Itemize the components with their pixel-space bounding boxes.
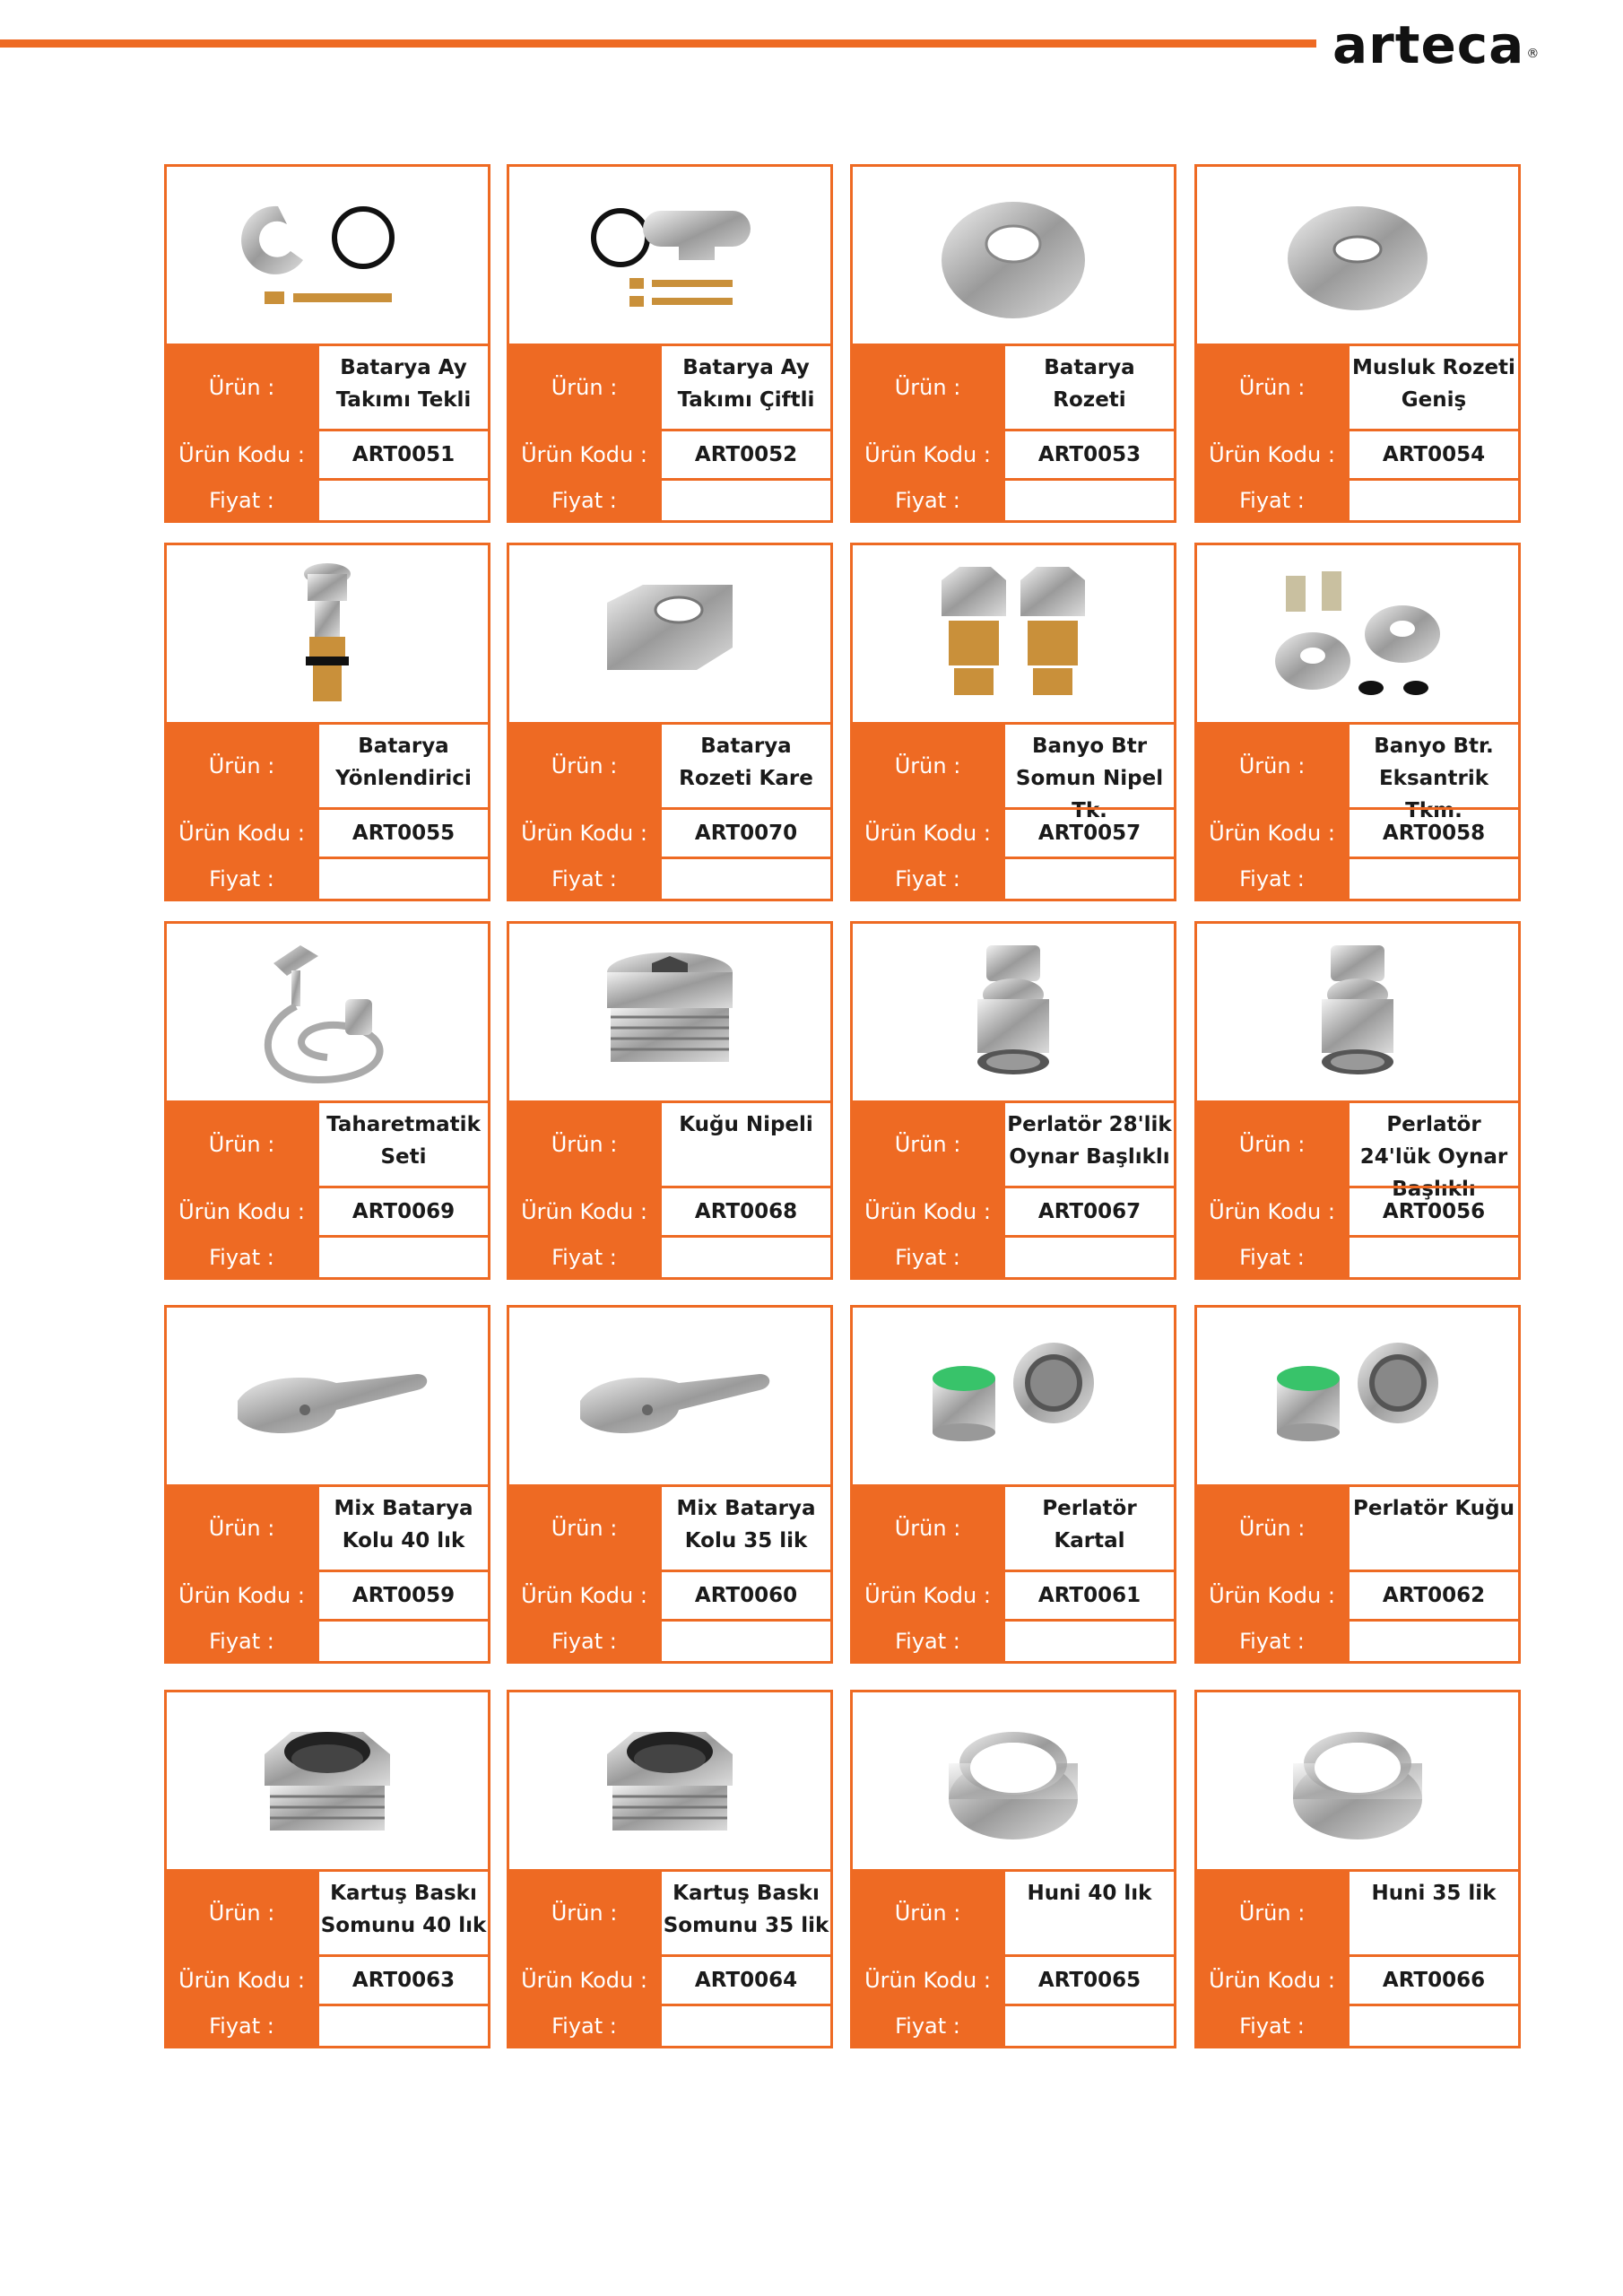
product-code-label: Ürün Kodu : bbox=[167, 1572, 317, 1619]
product-info bbox=[167, 344, 488, 520]
product-price-label: Fiyat : bbox=[167, 1238, 317, 1277]
aerator-icon bbox=[1259, 1334, 1456, 1459]
product-label: Ürün : bbox=[509, 725, 659, 807]
product-name: Huni 35 lik bbox=[1371, 1882, 1497, 1905]
product-name-row bbox=[1197, 1100, 1518, 1201]
product-info bbox=[853, 1869, 1174, 2046]
swivel-aerator-icon bbox=[924, 936, 1103, 1089]
product-image bbox=[853, 545, 1174, 722]
product-price-row bbox=[509, 1235, 830, 1277]
cartridge-nut-icon bbox=[238, 1714, 417, 1848]
product-label: Ürün : bbox=[853, 725, 1002, 807]
product-image bbox=[853, 1308, 1174, 1484]
product-name: Mix Batarya Kolu 40 lık bbox=[334, 1497, 473, 1552]
product-image bbox=[1197, 1308, 1518, 1484]
product-price-label: Fiyat : bbox=[853, 1238, 1002, 1277]
product-image bbox=[509, 1692, 830, 1869]
product-name: Batarya Rozeti Kare bbox=[679, 735, 813, 790]
product-price-row bbox=[167, 478, 488, 520]
product-name: Batarya Rozeti bbox=[1044, 356, 1135, 412]
product-price-row bbox=[509, 2004, 830, 2046]
product-info bbox=[853, 1100, 1174, 1277]
product-name: Mix Batarya Kolu 35 lik bbox=[676, 1497, 816, 1552]
product-name-row bbox=[167, 344, 488, 429]
product-code: ART0055 bbox=[352, 822, 456, 845]
product-name-row bbox=[1197, 1484, 1518, 1570]
product-price-row bbox=[1197, 857, 1518, 899]
product-code-row bbox=[1197, 807, 1518, 857]
product-card-art0051 bbox=[164, 164, 490, 523]
product-code: ART0054 bbox=[1382, 443, 1486, 466]
product-price bbox=[1005, 481, 1174, 520]
product-image bbox=[167, 1692, 488, 1869]
product-price-row bbox=[853, 857, 1174, 899]
product-image bbox=[509, 924, 830, 1100]
product-info bbox=[853, 344, 1174, 520]
product-name: Banyo Btr. Eksantrik Tkm. bbox=[1374, 735, 1494, 822]
product-info bbox=[1197, 1100, 1518, 1277]
product-name-row bbox=[509, 722, 830, 807]
product-label: Ürün : bbox=[509, 346, 659, 429]
product-name: Kuğu Nipeli bbox=[679, 1113, 813, 1136]
product-label: Ürün : bbox=[1197, 1103, 1347, 1186]
product-info bbox=[1197, 1869, 1518, 2046]
product-price-label: Fiyat : bbox=[167, 859, 317, 899]
product-name: Batarya Ay Takımı Çiftli bbox=[677, 356, 815, 412]
product-label: Ürün : bbox=[167, 346, 317, 429]
product-card-art0065 bbox=[850, 1690, 1176, 2048]
product-info bbox=[853, 722, 1174, 899]
eccentric-kit-icon bbox=[1259, 562, 1456, 706]
product-card-art0058 bbox=[1194, 543, 1521, 901]
product-label: Ürün : bbox=[853, 346, 1002, 429]
product-code-row bbox=[167, 1570, 488, 1619]
product-price-row bbox=[167, 857, 488, 899]
product-label: Ürün : bbox=[853, 1487, 1002, 1570]
nipple-icon bbox=[580, 945, 759, 1080]
product-code-row bbox=[1197, 429, 1518, 478]
product-info bbox=[509, 344, 830, 520]
product-label: Ürün : bbox=[1197, 725, 1347, 807]
product-name-row bbox=[853, 722, 1174, 822]
product-info bbox=[853, 1484, 1174, 1661]
product-name-row bbox=[509, 1869, 830, 1954]
product-card-art0057 bbox=[850, 543, 1176, 901]
product-name-row bbox=[509, 1100, 830, 1186]
product-code-label: Ürün Kodu : bbox=[1197, 1572, 1347, 1619]
product-price-row bbox=[853, 1619, 1174, 1661]
product-price-label: Fiyat : bbox=[509, 2006, 659, 2046]
product-price-row bbox=[167, 1235, 488, 1277]
product-label: Ürün : bbox=[1197, 346, 1347, 429]
product-image bbox=[1197, 924, 1518, 1100]
product-name: Perlatör 28'lik Oynar Başlıklı bbox=[1007, 1113, 1172, 1169]
product-code: ART0068 bbox=[694, 1200, 798, 1223]
product-price bbox=[662, 1622, 830, 1661]
product-code: ART0056 bbox=[1382, 1200, 1486, 1223]
product-code: ART0053 bbox=[1037, 443, 1141, 466]
product-price bbox=[1005, 1238, 1174, 1277]
product-info bbox=[167, 722, 488, 899]
product-image bbox=[1197, 167, 1518, 344]
product-price-row bbox=[509, 857, 830, 899]
product-code: ART0070 bbox=[694, 822, 798, 845]
product-image bbox=[509, 167, 830, 344]
product-card-art0067 bbox=[850, 921, 1176, 1280]
square-rosette-icon bbox=[580, 567, 759, 701]
product-card-art0070 bbox=[507, 543, 833, 901]
product-card-art0059 bbox=[164, 1305, 490, 1664]
product-image bbox=[1197, 545, 1518, 722]
funnel-ring-icon bbox=[1268, 1714, 1447, 1848]
product-code-label: Ürün Kodu : bbox=[509, 1188, 659, 1235]
product-code-label: Ürün Kodu : bbox=[509, 1572, 659, 1619]
product-card-art0068 bbox=[507, 921, 833, 1280]
product-name: Huni 40 lık bbox=[1027, 1882, 1152, 1905]
product-name-row bbox=[167, 1484, 488, 1570]
product-info bbox=[509, 722, 830, 899]
product-image bbox=[167, 167, 488, 344]
product-price bbox=[1005, 1622, 1174, 1661]
mounting-kit-single-icon bbox=[238, 188, 417, 323]
product-price bbox=[319, 1622, 488, 1661]
product-price bbox=[662, 481, 830, 520]
product-name: Kartuş Baskı Somunu 40 lık bbox=[320, 1882, 487, 1937]
product-code-label: Ürün Kodu : bbox=[509, 810, 659, 857]
product-code-row bbox=[1197, 1954, 1518, 2004]
product-price-row bbox=[1197, 2004, 1518, 2046]
product-name-row bbox=[853, 344, 1174, 429]
product-name: Musluk Rozeti Geniş bbox=[1352, 356, 1515, 412]
product-info bbox=[1197, 344, 1518, 520]
product-code: ART0057 bbox=[1037, 822, 1141, 845]
product-code-row bbox=[1197, 1186, 1518, 1235]
product-price-label: Fiyat : bbox=[853, 2006, 1002, 2046]
product-name: Perlatör Kartal bbox=[1042, 1497, 1137, 1552]
product-code-row bbox=[853, 1186, 1174, 1235]
product-info bbox=[1197, 1484, 1518, 1661]
mixer-lever-icon bbox=[220, 1338, 435, 1455]
product-price bbox=[1350, 2006, 1518, 2046]
product-price-label: Fiyat : bbox=[853, 481, 1002, 520]
product-price-row bbox=[853, 478, 1174, 520]
product-name-row bbox=[509, 1484, 830, 1570]
product-code: ART0063 bbox=[352, 1969, 456, 1992]
product-info bbox=[509, 1869, 830, 2046]
product-code-row bbox=[167, 429, 488, 478]
product-code-row bbox=[167, 1954, 488, 2004]
product-code-label: Ürün Kodu : bbox=[1197, 810, 1347, 857]
product-name: Batarya Ay Takımı Tekli bbox=[335, 356, 472, 412]
mixer-lever-icon bbox=[562, 1338, 777, 1455]
product-price-row bbox=[1197, 1235, 1518, 1277]
nut-nipple-icon bbox=[924, 562, 1103, 706]
product-code-label: Ürün Kodu : bbox=[1197, 1188, 1347, 1235]
product-code-label: Ürün Kodu : bbox=[509, 431, 659, 478]
product-label: Ürün : bbox=[509, 1872, 659, 1954]
mounting-kit-double-icon bbox=[580, 188, 759, 323]
product-label: Ürün : bbox=[167, 1872, 317, 1954]
product-card-art0052 bbox=[507, 164, 833, 523]
product-info bbox=[509, 1100, 830, 1277]
product-price bbox=[1005, 2006, 1174, 2046]
product-price-label: Fiyat : bbox=[1197, 1238, 1347, 1277]
aerator-icon bbox=[915, 1334, 1112, 1459]
product-price-label: Fiyat : bbox=[853, 859, 1002, 899]
swivel-aerator-icon bbox=[1268, 936, 1447, 1089]
product-image bbox=[509, 1308, 830, 1484]
product-price-label: Fiyat : bbox=[1197, 1622, 1347, 1661]
header-accent-bar bbox=[0, 39, 1316, 48]
product-code-row bbox=[509, 429, 830, 478]
product-price bbox=[662, 2006, 830, 2046]
product-code-row bbox=[1197, 1570, 1518, 1619]
product-code-label: Ürün Kodu : bbox=[853, 1572, 1002, 1619]
product-info bbox=[1197, 722, 1518, 899]
product-name-row bbox=[853, 1484, 1174, 1570]
product-image bbox=[167, 924, 488, 1100]
product-code: ART0062 bbox=[1382, 1584, 1486, 1607]
product-code: ART0066 bbox=[1382, 1969, 1486, 1992]
product-price-row bbox=[853, 2004, 1174, 2046]
product-code-label: Ürün Kodu : bbox=[1197, 431, 1347, 478]
product-price-label: Fiyat : bbox=[509, 859, 659, 899]
product-code-row bbox=[509, 1186, 830, 1235]
product-card-art0062 bbox=[1194, 1305, 1521, 1664]
product-code: ART0065 bbox=[1037, 1969, 1141, 1992]
product-name-row bbox=[1197, 1869, 1518, 1954]
product-name: Batarya Yönlendirici bbox=[335, 735, 472, 790]
product-price-row bbox=[853, 1235, 1174, 1277]
product-code: ART0064 bbox=[694, 1969, 798, 1992]
product-code-label: Ürün Kodu : bbox=[167, 1188, 317, 1235]
product-label: Ürün : bbox=[1197, 1872, 1347, 1954]
product-image bbox=[853, 924, 1174, 1100]
diverter-icon bbox=[238, 558, 417, 710]
product-info bbox=[509, 1484, 830, 1661]
product-name-row bbox=[853, 1869, 1174, 1954]
product-info bbox=[167, 1484, 488, 1661]
product-code-row bbox=[509, 807, 830, 857]
product-code-label: Ürün Kodu : bbox=[167, 1957, 317, 2004]
funnel-ring-icon bbox=[924, 1714, 1103, 1848]
product-label: Ürün : bbox=[509, 1487, 659, 1570]
product-name: Kartuş Baskı Somunu 35 lik bbox=[663, 1882, 829, 1937]
product-label: Ürün : bbox=[167, 725, 317, 807]
product-price-row bbox=[509, 1619, 830, 1661]
product-price-label: Fiyat : bbox=[509, 1238, 659, 1277]
product-price bbox=[662, 1238, 830, 1277]
product-price-label: Fiyat : bbox=[509, 1622, 659, 1661]
product-image bbox=[853, 1692, 1174, 1869]
product-image bbox=[853, 167, 1174, 344]
product-price-label: Fiyat : bbox=[167, 2006, 317, 2046]
product-code: ART0059 bbox=[352, 1584, 456, 1607]
brand-logo: arteca ® bbox=[1332, 14, 1541, 75]
product-code: ART0067 bbox=[1037, 1200, 1141, 1223]
product-code-label: Ürün Kodu : bbox=[853, 1957, 1002, 2004]
product-price-label: Fiyat : bbox=[167, 481, 317, 520]
product-card-art0053 bbox=[850, 164, 1176, 523]
product-card-art0055 bbox=[164, 543, 490, 901]
product-code-label: Ürün Kodu : bbox=[1197, 1957, 1347, 2004]
product-code-label: Ürün Kodu : bbox=[853, 810, 1002, 857]
wide-rosette-icon bbox=[1268, 188, 1447, 323]
product-label: Ürün : bbox=[1197, 1487, 1347, 1570]
product-code: ART0058 bbox=[1382, 822, 1486, 845]
product-code: ART0051 bbox=[352, 443, 456, 466]
product-code: ART0052 bbox=[694, 443, 798, 466]
product-code-row bbox=[853, 1570, 1174, 1619]
product-label: Ürün : bbox=[509, 1103, 659, 1186]
product-card-art0069 bbox=[164, 921, 490, 1280]
product-name-row bbox=[167, 722, 488, 807]
product-label: Ürün : bbox=[167, 1487, 317, 1570]
product-code-row bbox=[167, 807, 488, 857]
product-image bbox=[167, 545, 488, 722]
product-code: ART0061 bbox=[1037, 1584, 1141, 1607]
product-price bbox=[319, 1238, 488, 1277]
product-name: Perlatör Kuğu bbox=[1353, 1497, 1515, 1520]
product-price bbox=[1005, 859, 1174, 899]
product-label: Ürün : bbox=[853, 1103, 1002, 1186]
product-name-row bbox=[509, 344, 830, 429]
product-card-art0056 bbox=[1194, 921, 1521, 1280]
product-label: Ürün : bbox=[853, 1872, 1002, 1954]
product-info bbox=[167, 1869, 488, 2046]
product-name-row bbox=[853, 1100, 1174, 1186]
product-name: Taharetmatik Seti bbox=[326, 1113, 481, 1169]
product-price bbox=[1350, 1238, 1518, 1277]
product-price bbox=[1350, 859, 1518, 899]
product-price bbox=[1350, 1622, 1518, 1661]
product-card-art0054 bbox=[1194, 164, 1521, 523]
rosette-icon bbox=[924, 188, 1103, 323]
product-code-row bbox=[853, 429, 1174, 478]
cartridge-nut-icon bbox=[580, 1714, 759, 1848]
product-price-row bbox=[1197, 478, 1518, 520]
product-price bbox=[319, 2006, 488, 2046]
product-price-row bbox=[167, 2004, 488, 2046]
product-name-row bbox=[167, 1869, 488, 1954]
bidet-shower-icon bbox=[238, 936, 417, 1089]
product-card-art0064 bbox=[507, 1690, 833, 2048]
product-card-art0066 bbox=[1194, 1690, 1521, 2048]
product-code: ART0069 bbox=[352, 1200, 456, 1223]
product-code-row bbox=[853, 1954, 1174, 2004]
product-label: Ürün : bbox=[167, 1103, 317, 1186]
product-price bbox=[319, 859, 488, 899]
product-name-row bbox=[1197, 722, 1518, 822]
product-price-label: Fiyat : bbox=[167, 1622, 317, 1661]
product-name-row bbox=[1197, 344, 1518, 429]
product-image bbox=[167, 1308, 488, 1484]
product-price bbox=[662, 859, 830, 899]
product-code: ART0060 bbox=[694, 1584, 798, 1607]
product-price bbox=[319, 481, 488, 520]
product-price-label: Fiyat : bbox=[1197, 2006, 1347, 2046]
product-price-label: Fiyat : bbox=[1197, 859, 1347, 899]
product-code-label: Ürün Kodu : bbox=[167, 431, 317, 478]
product-card-art0063 bbox=[164, 1690, 490, 2048]
product-code-label: Ürün Kodu : bbox=[167, 810, 317, 857]
product-code-label: Ürün Kodu : bbox=[853, 431, 1002, 478]
product-price-row bbox=[167, 1619, 488, 1661]
product-price-row bbox=[1197, 1619, 1518, 1661]
product-price bbox=[1350, 481, 1518, 520]
product-price-label: Fiyat : bbox=[1197, 481, 1347, 520]
product-code-label: Ürün Kodu : bbox=[509, 1957, 659, 2004]
product-info bbox=[167, 1100, 488, 1277]
product-image bbox=[509, 545, 830, 722]
product-card-art0060 bbox=[507, 1305, 833, 1664]
product-name: Perlatör 24'lük Oynar Başlıklı bbox=[1359, 1113, 1508, 1201]
product-code-label: Ürün Kodu : bbox=[853, 1188, 1002, 1235]
product-image bbox=[1197, 1692, 1518, 1869]
product-code-row bbox=[853, 807, 1174, 857]
product-price-label: Fiyat : bbox=[853, 1622, 1002, 1661]
product-code-row bbox=[167, 1186, 488, 1235]
product-code-row bbox=[509, 1954, 830, 2004]
product-card-art0061 bbox=[850, 1305, 1176, 1664]
product-price-label: Fiyat : bbox=[509, 481, 659, 520]
product-name: Banyo Btr Somun Nipel Tk. bbox=[1015, 735, 1164, 822]
product-name-row bbox=[167, 1100, 488, 1186]
product-code-row bbox=[509, 1570, 830, 1619]
product-price-row bbox=[509, 478, 830, 520]
